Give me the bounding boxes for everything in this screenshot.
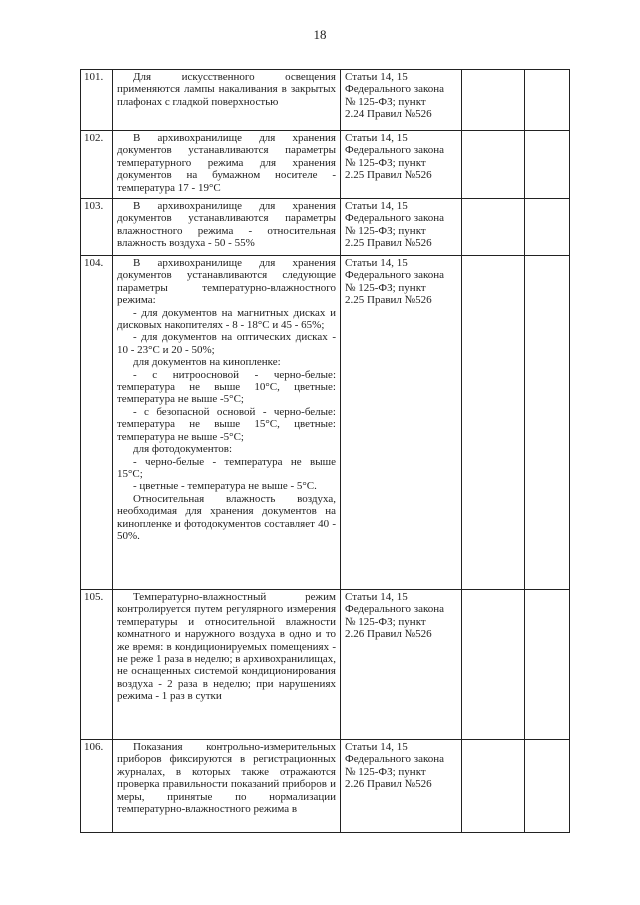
table-row <box>81 256 570 590</box>
requirement-text: В архивохранилище для хранения документов устанавливаются следующие параметры температурно-влажностного режима: - для документов на магнитных дисках и дисковых накопителях - 8 - 18°С и 45 - 65%; - для документов на оптических дисках - 10 - 23°С и 20 - 50%; для документов на кинопленке: - с нитроосновой - черно-белые: температура не выше 10°С, цветные: температура не выше -5°С; - с безопасной основой - черно-белые: температура не выше 15°С, цветные: температура не выше -5°С; для фотодокументов: - черно-белые - температура не выше 15°С; - цветные - температура не выше - 5°С. Относительная влажность воздуха, необходимая для хранения документов на кинопленке и фотодокументов составляет 40 - 50%. <box>113 256 341 590</box>
empty-cell <box>525 131 570 199</box>
table-row <box>81 740 570 833</box>
legal-reference: Статьи 14, 15 Федерального закона № 125-ФЗ; пункт 2.25 Правил №526 <box>341 256 462 590</box>
table-row <box>81 131 570 199</box>
empty-cell <box>525 70 570 131</box>
row-number: 105. <box>81 590 113 740</box>
empty-cell <box>525 590 570 740</box>
empty-cell <box>462 740 525 833</box>
legal-reference: Статьи 14, 15 Федерального закона № 125-ФЗ; пункт 2.24 Правил №526 <box>341 70 462 131</box>
row-number: 101. <box>81 70 113 131</box>
table-row <box>81 199 570 256</box>
empty-cell <box>525 740 570 833</box>
page-number: 18 <box>313 27 327 42</box>
empty-cell <box>462 131 525 199</box>
empty-cell <box>525 199 570 256</box>
empty-cell <box>462 70 525 131</box>
row-number: 103. <box>81 199 113 256</box>
empty-cell <box>462 256 525 590</box>
empty-cell <box>462 199 525 256</box>
legal-reference: Статьи 14, 15 Федерального закона № 125-ФЗ; пункт 2.26 Правил №526 <box>341 740 462 833</box>
requirement-text: Для искусственного освещения применяются лампы накаливания в закрытых плафонах с гладкой поверхностью <box>113 70 341 131</box>
requirement-text: Температурно-влажностный режим контролируется путем регулярного измерения температуры и относительной влажности комнатного и наружного воздуха в одно и то же время: в кондиционируемых помещениях - не реже 1 раза в неделю; в архивохранилищах, не оснащенных системой кондиционирования воздуха - 2 раза в неделю; при нарушениях режима - 1 раз в сутки <box>113 590 341 740</box>
table-row <box>81 590 570 740</box>
row-number: 106. <box>81 740 113 833</box>
table-row <box>81 70 570 131</box>
legal-reference: Статьи 14, 15 Федерального закона № 125-ФЗ; пункт 2.25 Правил №526 <box>341 199 462 256</box>
requirement-text: В архивохранилище для хранения документов устанавливаются параметры температурного режима для хранения документов на бумажном носителе - температура 17 - 19°С <box>113 131 341 199</box>
row-number: 102. <box>81 131 113 199</box>
empty-cell <box>525 256 570 590</box>
empty-cell <box>462 590 525 740</box>
requirement-text: В архивохранилище для хранения документов устанавливаются параметры влажностного режима - относительная влажность воздуха - 50 - 55% <box>113 199 341 256</box>
legal-reference: Статьи 14, 15 Федерального закона № 125-ФЗ; пункт 2.25 Правил №526 <box>341 131 462 199</box>
requirements-table <box>80 69 570 833</box>
row-number: 104. <box>81 256 113 590</box>
requirement-text: Показания контрольно-измерительных приборов фиксируются в регистрационных журналах, в которых также отражаются проверка правильности показаний приборов и меры, принятые по нормализации температурно-влажностного режима в <box>113 740 341 833</box>
legal-reference: Статьи 14, 15 Федерального закона № 125-ФЗ; пункт 2.26 Правил №526 <box>341 590 462 740</box>
